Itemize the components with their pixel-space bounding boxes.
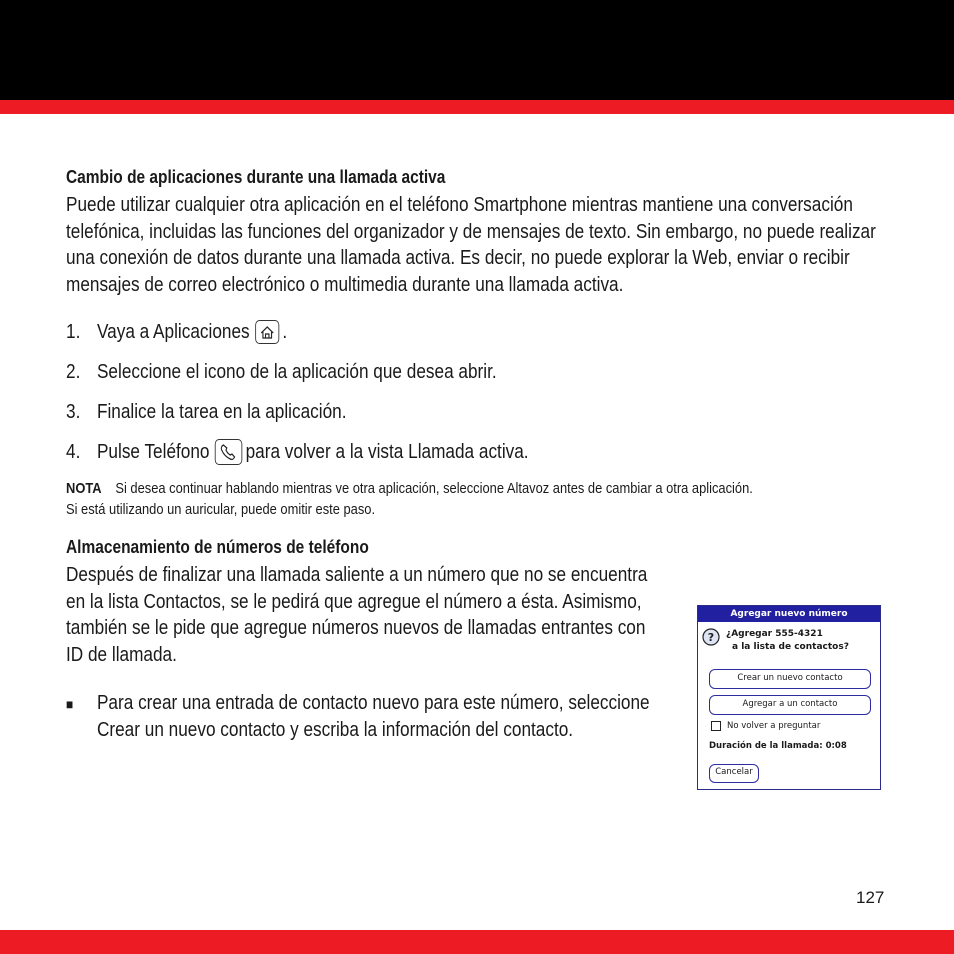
section-heading-store-numbers: Almacenamiento de números de teléfono	[66, 537, 369, 557]
dont-ask-again-label: No volver a preguntar	[727, 721, 821, 731]
add-number-dialog-screenshot	[697, 605, 881, 790]
section-paragraph-store-numbers: Después de finalizar una llamada saliente a un número que no se encuentra en la lista Contactos, se le pedirá que agregue el número a ésta. Asimismo, también se le pide que agregue números nuevos de llamadas entrantes con ID de llamada.	[66, 564, 648, 666]
dialog-question: ¿Agregar 555-4321 a la lista de contactos?	[726, 629, 849, 652]
note-text-line2: Si está utilizando un auricular, puede omitir este paso.	[66, 501, 376, 518]
question-icon	[702, 628, 720, 646]
steps-list	[66, 318, 780, 466]
section-paragraph-switch-apps: Puede utilizar cualquier otra aplicación en el teléfono Smartphone mientras mantiene una conversación telefónica, incluidas las funciones del organizador y de mensajes de texto. Sin embargo, no puede realizar una conexión de datos durante una llamada activa. Es decir, no puede explorar la Web, enviar o recibir mensajes de correo electrónico o multimedia durante una llamada activa.	[66, 194, 876, 296]
bullet-text: Para crear una entrada de contacto nuevo para este número, seleccione Crear un nuevo contacto y escriba la información del contacto.	[96, 692, 650, 741]
footer-accent-stripe	[0, 930, 954, 954]
section-store-numbers	[66, 536, 780, 743]
dont-ask-again-option[interactable]	[711, 721, 820, 731]
phone-icon	[215, 439, 243, 465]
header-accent-stripe	[0, 100, 954, 114]
note-text-line1: Si desea continuar hablando mientras ve otra aplicación, seleccione Altavoz antes de cambiar a otra aplicación.	[115, 480, 753, 497]
create-contact-button[interactable]: Crear un nuevo contacto	[709, 669, 871, 689]
home-icon	[255, 320, 279, 344]
page-number: 127	[856, 888, 885, 907]
note-block	[66, 478, 780, 520]
section-heading-switch-apps: Cambio de aplicaciones durante una llamada activa	[66, 167, 446, 187]
call-duration: Duración de la llamada: 0:08	[709, 741, 847, 751]
bullet-item	[66, 690, 651, 743]
svg-text:?: ?	[707, 631, 715, 644]
add-to-contact-button[interactable]: Agregar a un contacto	[709, 695, 871, 715]
header-bar	[0, 0, 954, 100]
bullet-marker: ■	[66, 696, 74, 712]
step-item: 4. Pulse Teléfono para volver a la vista Llamada activa.	[66, 438, 780, 466]
step-item: 3. Finalice la tarea en la aplicación.	[66, 400, 347, 423]
step-item: 2. Seleccione el icono de la aplicación que desea abrir.	[66, 360, 497, 383]
note-label: NOTA	[66, 480, 102, 497]
dialog-title: Agregar nuevo número	[698, 606, 880, 622]
dont-ask-again-checkbox[interactable]	[711, 721, 721, 731]
cancel-button[interactable]: Cancelar	[709, 764, 759, 783]
step-item: 1. Vaya a Aplicaciones .	[66, 320, 288, 343]
